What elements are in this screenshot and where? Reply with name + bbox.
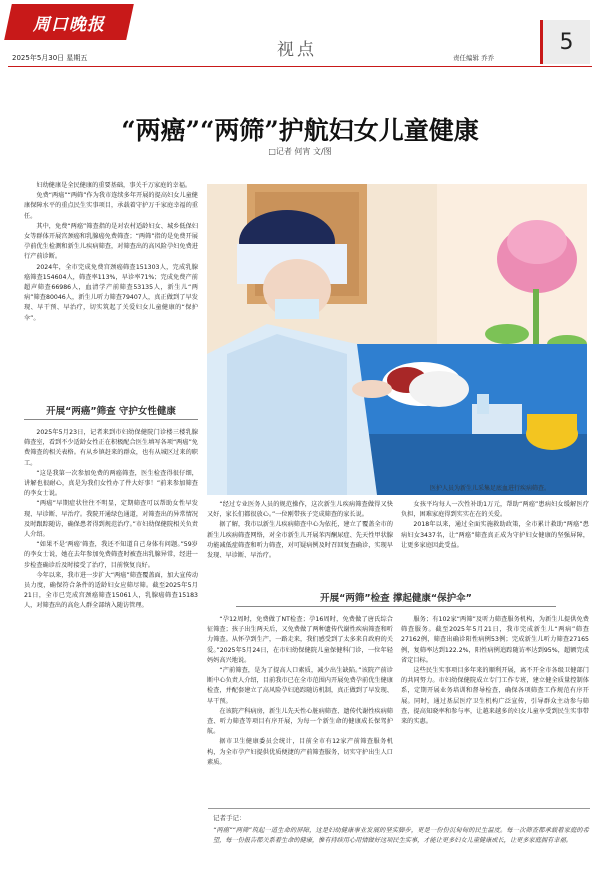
section-title: 视点 <box>277 40 317 60</box>
editor-credit: 责任编辑 乔乔 <box>453 54 495 62</box>
newborn-screening-photo <box>207 184 587 495</box>
header-rule <box>8 66 592 67</box>
paragraph: “孕12周时，免费做了NT检查；孕16周时，免费做了唐氏综合征筛查；孩子出生两天后，又免费做了两种遗传代谢性疾病筛查和听力筛查。从怀孕到生产，一路走来，我们感受到了太多来自政府的关爱。”2025年5月24日，在市妇幼保健院儿童保健科门诊，一位年轻妈妈高兴地说。 <box>207 616 393 664</box>
paragraph: “产前筛查，是为了提高人口素质，减少出生缺陷。”该院产前诊断中心负责人介绍，目前我市已在全市范围内开展免费孕前优生健康检查，并配套建立了高风险孕妇追踪随访机制，真正做到了早发现、早干预。 <box>207 667 393 705</box>
paragraph: 在该院产科病房，新生儿先天性心脏病筛查、遗传代谢性疾病筛查、听力筛查等项目有序开展，为每一个新生命的健康成长保驾护航。 <box>207 707 393 736</box>
byline: □记者 何宵 文/图 <box>268 147 332 156</box>
paragraph: 这些民生实事项目多年来的顺利开展，离不开全市各级卫健部门的共同努力。市妇幼保健院成立专门工作专班，建立健全质量控制体系，定期开展业务培训和督导检查，确保各项筛查工作规范有序开展。同时，通过基层医疗卫生机构广泛宣传，引导群众主动参与筛查，提高知晓率和参与率，让越来越多的妇女儿童享受到民生实事带来的实惠。 <box>401 667 589 726</box>
newspaper-logo: 周口晚报 <box>4 4 134 40</box>
page-number: 5 <box>559 29 574 55</box>
reporter-note-label: 记者手记： <box>213 814 246 822</box>
paragraph: “两癌”早期症状往往不明显，定期筛查可以帮助女性早发现、早诊断、早治疗。我院开通绿色通道，对筛查出的异常情况及时跟踪随访，确保患者得到规范治疗。”市妇幼保健院相关负责人介绍。 <box>24 500 198 539</box>
paragraph: “这是我第一次参加免费的两癌筛查，医生检查得很仔细，讲解也很耐心，真是为我们女性办了件大好事！”前来参加筛查的李女士说。 <box>24 469 198 498</box>
page-number-box <box>540 20 590 64</box>
photo-illustration <box>207 184 587 495</box>
paragraph: 妇幼健康是全民健康的重要基础，事关千万家庭的幸福。 <box>36 182 192 189</box>
paragraph: 其中，免费“两癌”筛查指的是对农村适龄妇女、城乡低保妇女等群体开展宫颈癌和乳腺癌免费筛查；“两筛”指的是免费开展孕前优生检测和新生儿疾病筛查，对筛查出的高风险孕妇免费进行产前诊断。 <box>24 222 198 261</box>
paragraph: 服务；有102家“两筛”及听力筛查服务机构，为新生儿提供免费筛查服务。截至2025年5月21日，我市完成新生儿“两病”筛查27162例，筛查出确诊阳性病例53例；完成新生儿听力筛查27165例，复筛率达到122.2%，阳性病例追踪随访率达到95%，超额完成省定目标。 <box>401 616 589 664</box>
paragraph: 据市卫生健康委员会统计，目前全市有12家产前筛查服务机构，为全市孕产妇提供优质便捷的产前筛查服务，切实守护出生人口素质。 <box>207 738 393 766</box>
subhead-two-cancers: 开展“两癌”筛查 守护女性健康 <box>24 403 198 420</box>
note-divider <box>208 808 590 809</box>
subsidy-column <box>401 500 589 551</box>
issue-date: 2025年5月30日 星期五 <box>12 54 88 62</box>
paragraph: 2018年以来，通过全面实施救助政策，全市累计救助“两癌”患病妇女3437名，让“两癌”筛查真正成为守护妇女健康的坚强屏障，让更多家庭因此受益。 <box>401 521 589 549</box>
paragraph: 2025年5月23日，记者来到市妇幼保健院门诊楼三楼乳腺筛查室，看到不少适龄女性正在积极配合医生填写各项“两癌”免费筛查的相关表格。有从乡镇赶来的群众，也有从城区过来的职工。 <box>24 429 198 467</box>
paragraph: 女孩平均每人一次性补助1万元，帮助“两癌”患病妇女缓解医疗负担，困难家庭得到实实在在的关爱。 <box>401 501 589 519</box>
prenatal-column <box>207 615 393 805</box>
paragraph: 据了解，我市以新生儿疾病筛查中心为依托，建立了覆盖全市的新生儿疾病筛查网络，对全市新生儿开展苯丙酮尿症、先天性甲状腺功能减低症筛查和听力筛查，对可疑病例及时召回复查确诊，实现早发现、早诊断、早治疗。 <box>207 521 393 560</box>
headline: “两癌”“两筛”护航妇女儿童健康 <box>121 116 479 145</box>
paragraph: 今年以来，我市进一步扩大“两癌”筛查覆盖面，加大宣传动员力度，确保符合条件的适龄妇女应筛尽筛。截至2025年5月21日，全市已完成宫颈癌筛查15061人，乳腺癌筛查15183人，对筛查出的高危人群全部纳入随访管理。 <box>24 571 198 610</box>
cancer-screening-column <box>24 428 198 858</box>
intro-column <box>24 181 198 324</box>
newborn-column <box>207 500 393 561</box>
paragraph: “如果不是‘两癌’筛查，我还不知道自己身体有问题。”59岁的李女士说，她在去年参加免费筛查时被查出乳腺异常，经进一步检查确诊后及时接受了治疗，目前恢复良好。 <box>24 541 198 569</box>
masthead <box>0 0 600 68</box>
subhead-two-screenings: 开展“两筛”检查 撑起健康“保护伞” <box>236 590 556 607</box>
paragraph: 2024年，全市完成免费宫颈癌筛查151303人，完成乳腺癌筛查154604人，筛查率113%，早诊率71%；完成免费产前超声筛查66986人，血清学产前筛查53135人，新生儿“两病”筛查80046人，新生儿听力筛查79407人，真正做到了早发现、早干预、早治疗，切实筑起了关爱妇女儿童健康的“保护伞”。 <box>24 263 198 322</box>
photo-caption: 医护人员为新生儿采集足底血进行疾病筛查。 <box>430 485 551 492</box>
paragraph: 免费“两癌”“两筛”作为我市连续多年开展的提高妇女儿童健康保障水平的重点民生实事项目，承载着守护万千家庭幸福的重任。 <box>24 192 198 220</box>
results-column <box>401 615 589 805</box>
reporter-note: “两癌”“两筛”筑起一道生命的屏障，这是妇幼健康事业发展的坚实脚步，更是一份份沉甸甸的民生温度。每一次筛查都承载着家庭的希望，每一份报告都关系着生命的健康，惟有持续用心用情做好这项民生实事，才能让更多妇女儿童健康成长，让更多家庭拥有幸福。 <box>213 827 589 845</box>
paragraph: “经过专业医务人员的规范操作，这次新生儿疾病筛查做得又快又好，家长们都很放心。”一位刚带孩子完成筛查的家长说。 <box>207 501 393 519</box>
